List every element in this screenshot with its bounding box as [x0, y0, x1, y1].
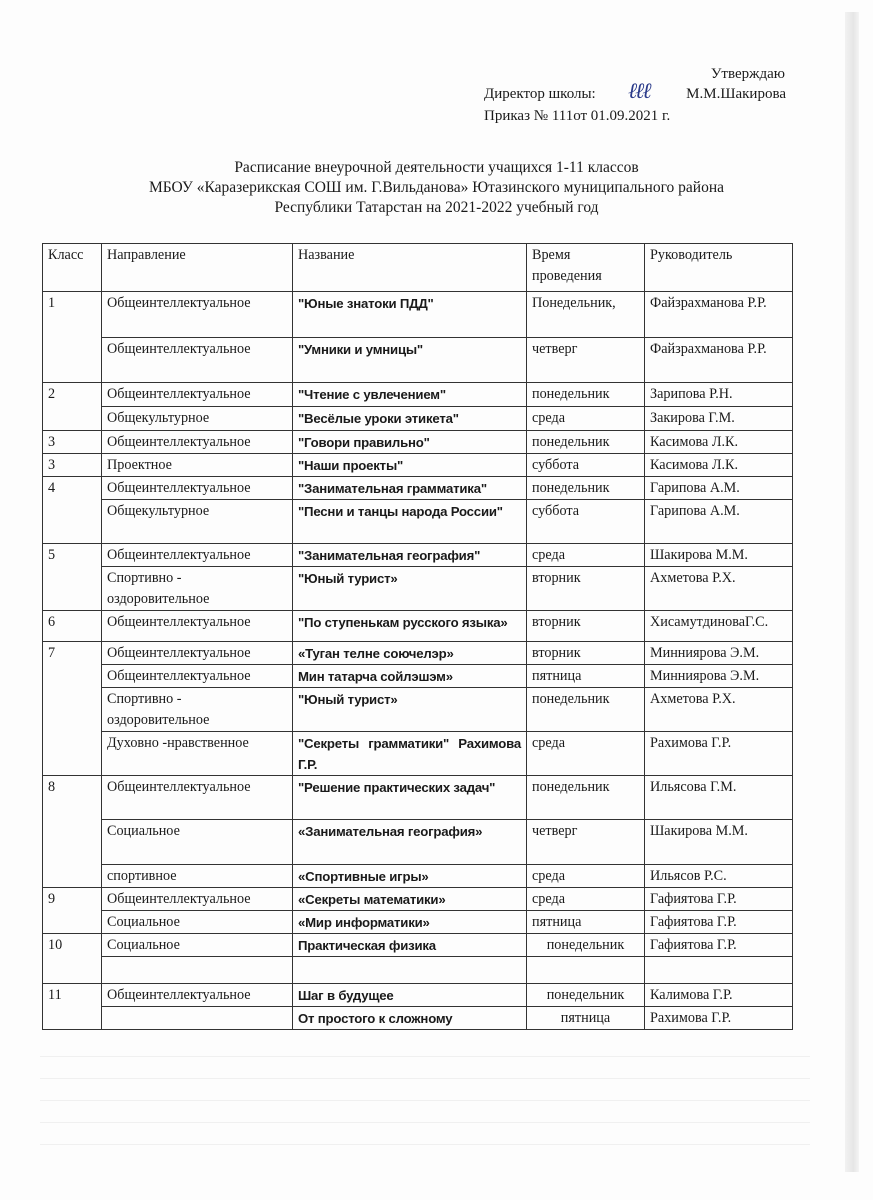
cell-direction: Общекультурное — [102, 500, 293, 544]
cell-leader: Ахметова Р.Х. — [645, 567, 793, 611]
cell-direction — [102, 1007, 293, 1030]
cell-leader — [645, 957, 793, 984]
cell-time — [527, 957, 645, 984]
cell-time: Понедельник, — [527, 292, 645, 338]
cell-time: пятница — [527, 1007, 645, 1030]
table-row — [43, 611, 793, 642]
table-row — [43, 292, 793, 338]
cell-time: понедельник — [527, 776, 645, 820]
director-line — [484, 79, 786, 104]
table-row — [43, 820, 793, 865]
title-line-3: Республики Татарстан на 2021-2022 учебный год — [274, 199, 599, 216]
cell-direction: Проектное — [102, 454, 293, 477]
cell-time: четверг — [527, 338, 645, 383]
cell-class: 3 — [43, 454, 102, 477]
table-row — [43, 732, 793, 776]
cell-name: "По ступенькам русского языка» — [293, 611, 527, 642]
cell-time: пятница — [527, 911, 645, 934]
cell-name: "Чтение с увлечением" — [293, 383, 527, 407]
cell-direction: Общеинтеллектуальное — [102, 984, 293, 1007]
approval-label: Утверждаю — [710, 66, 785, 82]
director-name: М.М.Шакирова — [686, 86, 786, 102]
table-row — [43, 911, 793, 934]
table-header-row — [43, 244, 793, 292]
signature-icon: ℓℓℓ — [628, 79, 650, 104]
cell-leader: Рахимова Г.Р. — [645, 732, 793, 776]
cell-class: 5 — [43, 544, 102, 611]
director-label: Директор школы: — [484, 86, 596, 102]
cell-direction: Спортивно - оздоровительное — [102, 688, 293, 732]
table-row — [43, 688, 793, 732]
cell-time: понедельник — [527, 383, 645, 407]
cell-class: 6 — [43, 611, 102, 642]
cell-direction: Социальное — [102, 911, 293, 934]
table-row — [43, 383, 793, 407]
cell-name: Шаг в будущее — [293, 984, 527, 1007]
table-row — [43, 407, 793, 431]
cell-name: «Туган телне соючелэр» — [293, 642, 527, 665]
cell-time: понедельник — [527, 477, 645, 500]
cell-direction: Общеинтеллектуальное — [102, 338, 293, 383]
table-row — [43, 454, 793, 477]
title-line-2: МБОУ «Каразерикская СОШ им. Г.Вильданова» Ютазинского муниципального района — [148, 179, 725, 196]
cell-leader: Гафиятова Г.Р. — [645, 934, 793, 957]
cell-name: "Говори правильно" — [293, 431, 527, 454]
cell-name: "Занимательная география" — [293, 544, 527, 567]
document-title — [0, 158, 873, 218]
cell-direction: Общеинтеллектуальное — [102, 477, 293, 500]
cell-name: Мин татарча сойлэшэм» — [293, 665, 527, 688]
cell-class: 3 — [43, 431, 102, 454]
cell-leader: Касимова Л.К. — [645, 454, 793, 477]
table-row — [43, 544, 793, 567]
cell-time: суббота — [527, 454, 645, 477]
cell-leader: Файзрахманова Р.Р. — [645, 338, 793, 383]
faded-scan-artifacts — [40, 1035, 810, 1155]
cell-name: "Юные знатоки ПДД" — [293, 292, 527, 338]
cell-direction: Общеинтеллектуальное — [102, 665, 293, 688]
cell-leader: Гафиятова Г.Р. — [645, 888, 793, 911]
column-header-direction: Направление — [102, 244, 293, 292]
table-row-empty — [43, 957, 793, 984]
cell-time: четверг — [527, 820, 645, 865]
cell-time: понедельник — [527, 431, 645, 454]
cell-time: среда — [527, 865, 645, 888]
cell-leader: Гарипова А.М. — [645, 500, 793, 544]
cell-name: "Весёлые уроки этикета" — [293, 407, 527, 431]
table-row — [43, 776, 793, 820]
cell-direction: Общеинтеллектуальное — [102, 611, 293, 642]
cell-leader: ХисамутдиноваГ.С. — [645, 611, 793, 642]
table-row — [43, 984, 793, 1007]
cell-time: среда — [527, 407, 645, 431]
cell-class: 7 — [43, 642, 102, 776]
cell-direction: Общеинтеллектуальное — [102, 383, 293, 407]
cell-direction: Социальное — [102, 820, 293, 865]
cell-direction: спортивное — [102, 865, 293, 888]
cell-name: От простого к сложному — [293, 1007, 527, 1030]
cell-name: «Занимательная география» — [293, 820, 527, 865]
cell-name: «Мир информатики» — [293, 911, 527, 934]
cell-direction: Спортивно - оздоровительное — [102, 567, 293, 611]
cell-time: пятница — [527, 665, 645, 688]
cell-class: 4 — [43, 477, 102, 544]
cell-leader: Шакирова М.М. — [645, 544, 793, 567]
cell-time: понедельник — [527, 688, 645, 732]
column-header-time: Время проведения — [527, 244, 645, 292]
cell-class: 2 — [43, 383, 102, 431]
cell-name: "Умники и умницы" — [293, 338, 527, 383]
cell-direction: Общеинтеллектуальное — [102, 544, 293, 567]
cell-time: вторник — [527, 611, 645, 642]
table-row — [43, 431, 793, 454]
cell-name: "Юный турист» — [293, 688, 527, 732]
cell-class: 1 — [43, 292, 102, 383]
cell-time: понедельник — [527, 984, 645, 1007]
cell-direction: Общекультурное — [102, 407, 293, 431]
table-row — [43, 338, 793, 383]
cell-time: вторник — [527, 642, 645, 665]
table-row — [43, 665, 793, 688]
cell-direction: Общеинтеллектуальное — [102, 292, 293, 338]
cell-leader: Ильясов Р.С. — [645, 865, 793, 888]
column-header-leader: Руководитель — [645, 244, 793, 292]
cell-leader: Шакирова М.М. — [645, 820, 793, 865]
cell-direction: Духовно -нравственное — [102, 732, 293, 776]
cell-name — [293, 957, 527, 984]
cell-direction: Социальное — [102, 934, 293, 957]
cell-time: среда — [527, 888, 645, 911]
cell-name: "Решение практических задач" — [293, 776, 527, 820]
cell-time: вторник — [527, 567, 645, 611]
cell-class: 8 — [43, 776, 102, 888]
cell-name: «Спортивные игры» — [293, 865, 527, 888]
cell-time: понедельник — [527, 934, 645, 957]
table-row — [43, 865, 793, 888]
table-row — [43, 567, 793, 611]
cell-name: Практическая физика — [293, 934, 527, 957]
cell-class: 9 — [43, 888, 102, 934]
cell-name: "Юный турист» — [293, 567, 527, 611]
cell-leader: Калимова Г.Р. — [645, 984, 793, 1007]
cell-leader: Рахимова Г.Р. — [645, 1007, 793, 1030]
cell-direction — [102, 957, 293, 984]
cell-leader: Ахметова Р.Х. — [645, 688, 793, 732]
cell-leader: Зарипова Р.Н. — [645, 383, 793, 407]
cell-name: "Секреты грамматики" Рахимова Г.Р. — [293, 732, 527, 776]
cell-leader: Касимова Л.К. — [645, 431, 793, 454]
order-number: Приказ № 111от 01.09.2021 г. — [484, 108, 671, 124]
cell-leader: Минниярова Э.М. — [645, 642, 793, 665]
cell-direction: Общеинтеллектуальное — [102, 642, 293, 665]
cell-leader: Гарипова А.М. — [645, 477, 793, 500]
cell-direction: Общеинтеллектуальное — [102, 431, 293, 454]
cell-direction: Общеинтеллектуальное — [102, 888, 293, 911]
cell-time: среда — [527, 544, 645, 567]
title-line-1: Расписание внеурочной деятельности учащихся 1-11 классов — [234, 159, 639, 176]
cell-name: "Наши проекты" — [293, 454, 527, 477]
cell-name: "Песни и танцы народа России" — [293, 500, 527, 544]
cell-leader: Ильясова Г.М. — [645, 776, 793, 820]
table-row — [43, 934, 793, 957]
table-row — [43, 1007, 793, 1030]
cell-leader: Гафиятова Г.Р. — [645, 911, 793, 934]
cell-leader: Файзрахманова Р.Р. — [645, 292, 793, 338]
table-row — [43, 642, 793, 665]
cell-name: «Секреты математики» — [293, 888, 527, 911]
column-header-name: Название — [293, 244, 527, 292]
cell-leader: Минниярова Э.М. — [645, 665, 793, 688]
cell-direction: Общеинтеллектуальное — [102, 776, 293, 820]
cell-name: "Занимательная грамматика" — [293, 477, 527, 500]
cell-time: среда — [527, 732, 645, 776]
table-row — [43, 500, 793, 544]
cell-class: 10 — [43, 934, 102, 984]
cell-leader: Закирова Г.М. — [645, 407, 793, 431]
table-row — [43, 477, 793, 500]
table-row — [43, 888, 793, 911]
cell-class: 11 — [43, 984, 102, 1030]
cell-time: суббота — [527, 500, 645, 544]
schedule-table — [42, 243, 793, 1030]
column-header-class: Класс — [43, 244, 102, 292]
